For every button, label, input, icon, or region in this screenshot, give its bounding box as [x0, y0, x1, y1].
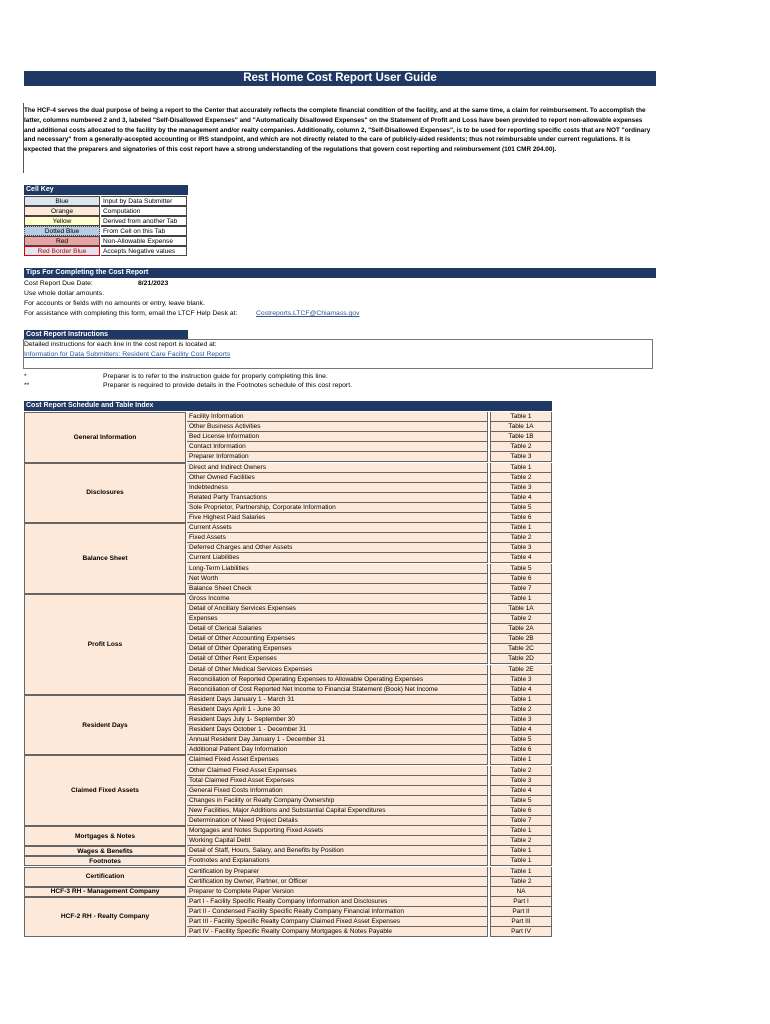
cell-key-description: Input by Data Submitter: [101, 196, 187, 206]
schedule-item: Changes in Facility or Realty Company Ownership: [187, 796, 488, 806]
schedule-table-ref: Table 6: [490, 574, 552, 584]
schedule-item: Current Liabilities: [187, 553, 488, 563]
schedule-item: Current Assets: [187, 523, 488, 533]
schedule-item: Footnotes and Explanations: [187, 856, 488, 866]
schedule-item: General Fixed Costs Information: [187, 786, 488, 796]
schedule-item: Certification by Owner, Partner, or Officer: [187, 877, 488, 887]
schedule-item: Contact Information: [187, 442, 488, 452]
schedule-item: Detail of Other Accounting Expenses: [187, 634, 488, 644]
schedule-item: Fixed Assets: [187, 533, 488, 543]
note-text-1: Preparer is to refer to the instruction guide for properly completing this line.: [103, 373, 328, 380]
schedule-table-ref: Part III: [490, 917, 552, 927]
cell-key-description: Computation: [101, 206, 187, 216]
schedule-item: Detail of Other Rent Expenses: [187, 654, 488, 664]
tip-whole-dollars: Use whole dollar amounts.: [24, 290, 105, 297]
schedule-table-ref: Table 2C: [490, 644, 552, 654]
schedule-table-ref: Table 5: [490, 564, 552, 574]
schedule-table-ref: Table 2: [490, 836, 552, 846]
schedule-table-ref: Table 2E: [490, 665, 552, 675]
schedule-item: Part II - Condensed Facility Specific Realty Company Financial Information: [187, 907, 488, 917]
schedule-item: Facility Information: [187, 412, 488, 422]
schedule-table-ref: Table 2: [490, 614, 552, 624]
schedule-item: Claimed Fixed Asset Expenses: [187, 755, 488, 765]
schedule-table-ref: Part II: [490, 907, 552, 917]
schedule-item: Indebtedness: [187, 483, 488, 493]
schedule-table-ref: Table 3: [490, 675, 552, 685]
schedule-item: Other Business Activities: [187, 422, 488, 432]
schedule-item: Certification by Preparer: [187, 867, 488, 877]
cell-key-description: From Cell on this Tab: [101, 226, 187, 236]
schedule-table-ref: Table 3: [490, 452, 552, 462]
schedule-group: Balance Sheet: [24, 523, 186, 594]
schedule-item: Detail of Staff, Hours, Salary, and Benefits by Position: [187, 846, 488, 856]
schedule-item: Resident Days January 1 - March 31: [187, 695, 488, 705]
schedule-item: Preparer to Complete Paper Version: [187, 887, 488, 897]
schedule-group: Disclosures: [24, 463, 186, 524]
due-date-value: 8/21/2023: [138, 280, 169, 287]
schedule-group: Resident Days: [24, 695, 186, 756]
schedule-table-ref: Table 3: [490, 543, 552, 553]
schedule-table-ref: Table 2B: [490, 634, 552, 644]
schedule-group: Wages & Benefits: [24, 846, 186, 856]
schedule-item: Total Claimed Fixed Asset Expenses: [187, 776, 488, 786]
schedule-table-ref: Table 7: [490, 584, 552, 594]
schedule-table-ref: Table 2: [490, 766, 552, 776]
schedule-item: Detail of Ancillary Services Expenses: [187, 604, 488, 614]
tips-header: Tips For Completing the Cost Report: [24, 268, 656, 278]
cell-key-color: Dotted Blue: [24, 226, 100, 236]
schedule-table-ref: Table 2: [490, 442, 552, 452]
cell-key-color: Red Border Blue: [24, 246, 100, 256]
schedule-table-ref: Table 1: [490, 846, 552, 856]
instructions-header: Cost Report Instructions: [24, 330, 188, 340]
schedule-item: Preparer Information: [187, 452, 488, 462]
tip-help-desk: For assistance with completing this form, email the LTCF Help Desk at:: [24, 310, 238, 317]
schedule-table-ref: Table 1: [490, 867, 552, 877]
cell-key-description: Accepts Negative values: [101, 246, 187, 256]
schedule-table-ref: Table 5: [490, 796, 552, 806]
schedule-table-ref: Table 1A: [490, 422, 552, 432]
schedule-item: Related Party Transactions: [187, 493, 488, 503]
schedule-table-ref: Table 1: [490, 412, 552, 422]
schedule-table-ref: Table 6: [490, 745, 552, 755]
due-date-label: Cost Report Due Date:: [24, 280, 93, 287]
schedule-item: Expenses: [187, 614, 488, 624]
schedule-table-ref: Table 7: [490, 816, 552, 826]
cell-key-description: Non-Allowable Expense: [101, 236, 187, 246]
schedule-table-ref: NA: [490, 887, 552, 897]
instructions-link[interactable]: Information for Data Submitters: Resident Care Facility Cost Reports: [24, 351, 231, 358]
schedule-header: Cost Report Schedule and Table Index: [24, 401, 552, 411]
schedule-item: Mortgages and Notes Supporting Fixed Assets: [187, 826, 488, 836]
schedule-table-ref: Table 4: [490, 685, 552, 695]
schedule-item: Resident Days April 1 - June 30: [187, 705, 488, 715]
schedule-group: HCF-3 RH - Management Company: [24, 887, 186, 897]
schedule-table-ref: Table 1A: [490, 604, 552, 614]
schedule-item: Bed License Information: [187, 432, 488, 442]
schedule-group: Footnotes: [24, 856, 186, 866]
schedule-item: Detail of Other Operating Expenses: [187, 644, 488, 654]
schedule-table-ref: Table 2D: [490, 654, 552, 664]
schedule-table-ref: Table 2: [490, 533, 552, 543]
schedule-table-ref: Table 1: [490, 856, 552, 866]
schedule-item: Annual Resident Day January 1 - December 31: [187, 735, 488, 745]
schedule-table-ref: Table 5: [490, 735, 552, 745]
tip-leave-blank: For accounts or fields with no amounts or entry, leave blank.: [24, 300, 205, 307]
note-mark-2: **: [24, 382, 30, 389]
schedule-table-ref: Table 2A: [490, 624, 552, 634]
help-desk-email-link[interactable]: Costreports.LTCF@Chiamass.gov: [256, 310, 360, 317]
schedule-table-ref: Table 2: [490, 705, 552, 715]
intro-paragraph: The HCF-4 serves the dual purpose of being a report to the Center that accurately reflects the complete financial condition of the facility, and at the same time, a claim for reimbursement. To accomplish the latter, columns numbered 2 and 3, labeled "Self-Disallowed Expenses" and "Automatically Disallowed Expenses" on the Statement of Profit and Loss have been provided to report non-allowable expenses and additional costs allocated to the facility by the management and/or realty companies. Additionally, column 2, "Self-Disallowed Expenses", is to be used for reporting specific costs that are NOT "ordinary and necessary" from a generally-accepted accounting or IRS standpoint, and which are not directly related to the care of publicly-aided residents; thus not reimbursable under current regulations. It is expected that the preparers and signatories of this cost report have a strong understanding of the regulations that govern cost reporting and reimbursement (101 CMR 204.00).: [24, 107, 651, 154]
cell-key-description: Derived from another Tab: [101, 216, 187, 226]
schedule-item: Other Owned Facilities: [187, 473, 488, 483]
cell-key-color: Yellow: [24, 216, 100, 226]
schedule-item: Part I - Facility Specific Realty Company Information and Disclosures: [187, 897, 488, 907]
schedule-item: Other Claimed Fixed Asset Expenses: [187, 766, 488, 776]
schedule-table-ref: Table 4: [490, 493, 552, 503]
schedule-table-ref: Part I: [490, 897, 552, 907]
schedule-table-ref: Table 3: [490, 776, 552, 786]
schedule-group: HCF-2 RH - Realty Company: [24, 897, 186, 937]
schedule-item: Reconciliation of Reported Operating Expenses to Allowable Operating Expenses: [187, 675, 488, 685]
schedule-table-ref: Table 1: [490, 594, 552, 604]
schedule-item: Five Highest Paid Salaries: [187, 513, 488, 523]
schedule-group: General Information: [24, 412, 186, 463]
schedule-table-ref: Table 2: [490, 473, 552, 483]
schedule-table-ref: Table 1B: [490, 432, 552, 442]
schedule-table-ref: Table 1: [490, 523, 552, 533]
schedule-table-ref: Table 5: [490, 503, 552, 513]
schedule-table-ref: Part IV: [490, 927, 552, 937]
schedule-item: Sole Proprietor, Partnership, Corporate Information: [187, 503, 488, 513]
instructions-text: Detailed instructions for each line in the cost report is located at:: [24, 341, 217, 348]
schedule-group: Profit Loss: [24, 594, 186, 695]
page-title: Rest Home Cost Report User Guide: [24, 71, 656, 86]
schedule-item: Reconciliation of Cost Reported Net Income to Financial Statement (Book) Net Income: [187, 685, 488, 695]
schedule-item: Net Worth: [187, 574, 488, 584]
cell-key-header: Cell Key: [24, 185, 188, 195]
schedule-item: Gross Income: [187, 594, 488, 604]
cell-key-color: Blue: [24, 196, 100, 206]
schedule-group: Mortgages & Notes: [24, 826, 186, 846]
schedule-item: Detail of Clerical Salaries: [187, 624, 488, 634]
schedule-table-ref: Table 4: [490, 725, 552, 735]
schedule-item: Working Capital Debt: [187, 836, 488, 846]
schedule-item: Part III - Facility Specific Realty Company Claimed Fixed Asset Expenses: [187, 917, 488, 927]
schedule-item: Direct and Indirect Owners: [187, 463, 488, 473]
schedule-table-ref: Table 4: [490, 553, 552, 563]
schedule-item: Part IV - Facility Specific Realty Company Mortgages & Notes Payable: [187, 927, 488, 937]
schedule-item: Additional Patient Day Information: [187, 745, 488, 755]
note-mark-1: *: [24, 373, 27, 380]
schedule-item: Determination of Need Project Details: [187, 816, 488, 826]
note-text-2: Preparer is required to provide details in the Footnotes schedule of this cost report.: [103, 382, 352, 389]
cell-key-color: Orange: [24, 206, 100, 216]
schedule-table-ref: Table 1: [490, 463, 552, 473]
schedule-table-ref: Table 3: [490, 715, 552, 725]
schedule-group: Claimed Fixed Assets: [24, 755, 186, 826]
schedule-table-ref: Table 1: [490, 826, 552, 836]
schedule-item: New Facilities, Major Additions and Substantial Capital Expenditures: [187, 806, 488, 816]
cell-key-color: Red: [24, 236, 100, 246]
schedule-table-ref: Table 4: [490, 786, 552, 796]
schedule-item: Balance Sheet Check: [187, 584, 488, 594]
schedule-table-ref: Table 2: [490, 877, 552, 887]
schedule-item: Deferred Charges and Other Assets: [187, 543, 488, 553]
schedule-table-ref: Table 1: [490, 755, 552, 765]
schedule-item: Resident Days October 1 - December 31: [187, 725, 488, 735]
schedule-table-ref: Table 1: [490, 695, 552, 705]
schedule-table-ref: Table 3: [490, 483, 552, 493]
schedule-table-ref: Table 6: [490, 806, 552, 816]
schedule-item: Detail of Other Medical Services Expenses: [187, 665, 488, 675]
schedule-item: Resident Days July 1- September 30: [187, 715, 488, 725]
schedule-table-ref: Table 6: [490, 513, 552, 523]
schedule-group: Certification: [24, 867, 186, 887]
schedule-item: Long-Term Liabilities: [187, 564, 488, 574]
